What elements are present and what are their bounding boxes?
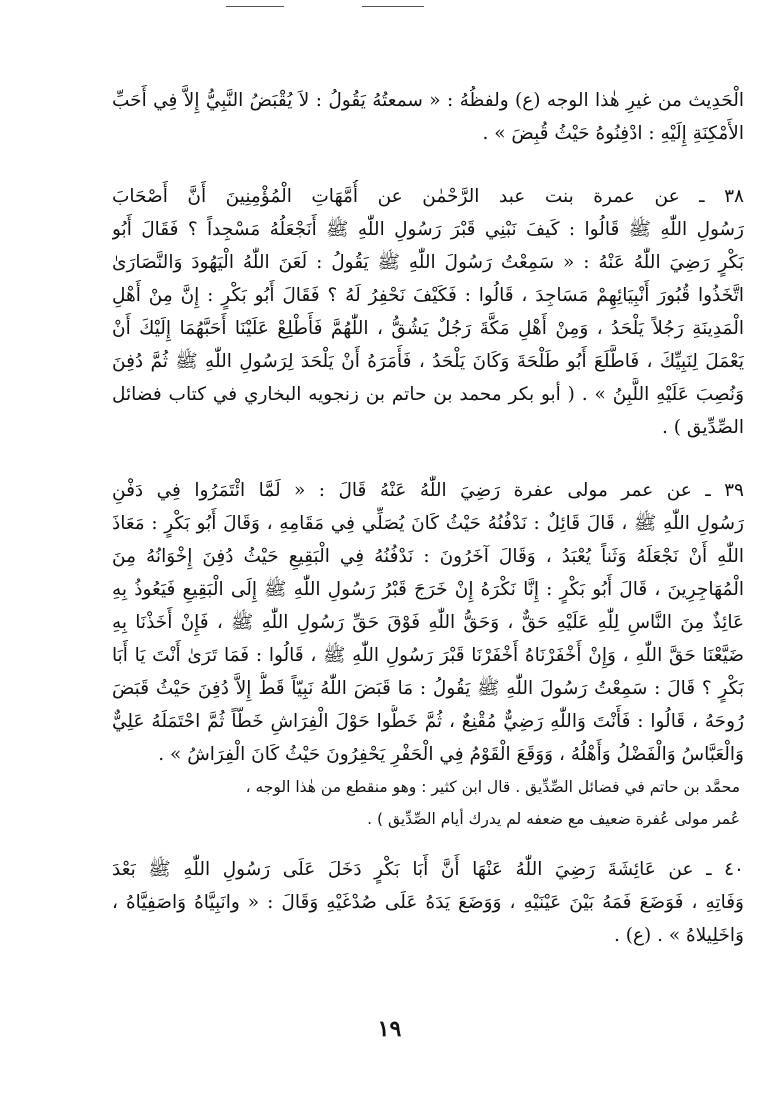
text-line: ٣٨ ـ عن عمرة بنت عبد الرَّحْمٰن عن أُمَّهَاتِ الْمُؤْمِنِينَ أَنَّ أَصْحَابَ: [112, 186, 744, 207]
top-rule-left: [226, 6, 284, 7]
text-line: رَسُولِ اللّٰهِ ﷺ قَالُوا : كَيفَ نَبْنِي قَبْرَ رَسُولِ اللّٰهِ ﷺ أَنَجْعَلُهُ مَسْجِداً ؟ فَقَالَ أَبُو: [112, 219, 744, 240]
paragraph-hadith-40: [112, 853, 744, 952]
source-note: [112, 803, 744, 835]
text-line: يَعْمَلَ لِنَبِيِّكَ ، فَاطَّلَعَ أَبُو طَلْحَةَ وَكَانَ يَلْحَدُ ، فَأَمَرَهُ أَنْ يَلْحَدَ لِرَسُولِ اللّٰهِ ﷺ ثُمَّ دُفِنَ: [112, 351, 744, 372]
text-line: اللّٰهِ أَنْ نَجْعَلَهُ وَثَناً يُعْبَدُ ، وَقَالَ آخَرُونَ : نَدْفُنُهُ فِي الْبَقِيعِ حَيْثُ دُفِنَ إِخْوَانُهُ مِنَ: [112, 546, 744, 567]
text-line: ضَيَّعْنَا حَقَّ اللّٰهِ ، وَإِنْ أَخْفَرْنَاهُ أَخْفَرْنَا قَبْرَ رَسُولِ اللّٰهِ ﷺ ، قَالُوا : فَمَا تَرَىٰ أَنْتَ يَا أَبَا: [112, 645, 744, 666]
text-line: وَالْعَبَّاسُ وَالْفَضْلُ وَأَهْلُهُ ، وَوَقَعَ الْقَوْمُ فِي الْحَفْرِ يَحْفِرُونَ حَيْثُ كَانَ الْفِرَاشُ » .: [158, 744, 744, 765]
text-line: بَكْرٍ ؟ قَالَ : سَمِعْتُ رَسُولَ اللّٰهِ ﷺ يَقُولُ : مَا قَبَضَ اللّٰهُ نَبِيّاً قَطُّ إِلاَّ دُفِنَ حَيْثُ قَبَضَ: [112, 678, 744, 699]
top-rule-right: [362, 6, 424, 7]
page-number: ١٩: [377, 1016, 402, 1042]
text-line: الْمُهَاجِرِينَ ، قَالَ أَبُو بَكْرٍ : إِنَّا نَكْرَهُ إِنْ خَرَجَ قَبْرُ رَسُولِ اللّٰهِ ﷺ إِلَى الْبَقِيعِ فَيَعُوذُ بِهِ: [112, 579, 744, 600]
note-text: محمَّد بن حاتم في فضائل الصِّدِّيق . قال ابن كثير : وهو منقطع من هٰذا الوجه ،: [245, 778, 740, 796]
text-line: ٤٠ ـ عن عَائِشَةَ رَضِيَ اللّٰهُ عَنْهَا أَنَّ أَبَا بَكْرٍ دَخَلَ عَلَى رَسُولِ اللّٰهِ ﷺ بَعْدَ: [112, 859, 744, 880]
paragraph-intro: [112, 84, 744, 150]
source-note: [112, 771, 744, 803]
text-line: الصِّدِّيق ) .: [662, 417, 744, 438]
text-line: وَفَاتِهِ ، فَوَضَعَ فَمَهُ بَيْنَ عَيْنَيْهِ ، وَوَضَعَ يَدَهُ عَلَى صُدْغَيْهِ وَقَالَ : « وانَبِيَّاهُ وَاصَفِيَّاهُ ،: [112, 892, 744, 913]
text-line: الأَمْكِنَةِ إِلَيْهِ : ادْفِنُوهُ حَيْثُ قُبِضَ » .: [482, 123, 744, 144]
text-line: عَائِذٌ مِنَ النَّاسِ لِلّٰهِ عَلَيْهِ حَقٌّ ، وَحَقُّ اللّٰهِ فَوْقَ حَقِّ رَسُولِ اللّٰهِ ﷺ ، فَإِنْ أَخَذْنَا بِهِ: [112, 612, 744, 633]
text-line: رُوحَهُ ، قَالُوا : فَأَنْتَ وَاللّٰهِ رَضِيٌّ مُقْنِعٌ ، ثُمَّ خَطُّوا حَوْلَ الْفِرَاشِ خَطّاً ثُمَّ احْتَمَلَهُ عَلِيٌّ: [112, 711, 744, 732]
text-line: اتَّخَذُوا قُبُورَ أَنْبِيَائِهِمْ مَسَاجِدَ ، قَالُوا : فَكَيْفَ نَحْفِرُ لَهُ ؟ فَقَالَ أَبُو بَكْرٍ : إِنَّ مِنْ أَهْلِ: [112, 285, 744, 306]
text-line: بَكْرٍ رَضِيَ اللّٰهُ عَنْهُ : « سَمِعْتُ رَسُولَ اللّٰهِ ﷺ يَقُولُ : لَعَنَ اللّٰهُ الْيَهُودَ وَالنَّصَارَىٰ: [112, 252, 744, 273]
text-line: الْحَدِيث من غيرِ هٰذا الوجه (ع) ولفظُهُ : « سمعتُهُ يَقُولُ : لاَ يُقْبَضُ النَّبِيُّ إِلاَّ فِي أَحَبِّ: [112, 90, 744, 111]
paragraph-hadith-39: [112, 474, 744, 835]
text-line: ٣٩ ـ عن عمر مولى عفرة رَضِيَ اللّٰهُ عَنْهُ قَالَ : « لَمَّا ائْتَمَرُوا فِي دَفْنِ: [112, 480, 744, 501]
page-body: [112, 84, 744, 952]
note-text: عُمر مولى عُفرة ضعيف مع ضعفه لم يدرك أيام الصِّدِّيق ) .: [367, 810, 740, 828]
text-line: وَاخَلِيلاهُ » . (ع) .: [613, 925, 744, 946]
text-line: رَسُولِ اللّٰهِ ﷺ ، قَالَ قَائِلٌ : نَدْفُنُهُ حَيْثُ كَانَ يُصَلِّي فِي مَقَامِهِ ، وَقَالَ أَبُو بَكْرٍ : مَعَاذَ: [112, 513, 744, 534]
text-line: الْمَدِينَةِ رَجُلاً يَلْحَدُ ، وَمِنْ أَهْلِ مَكَّةَ رَجُلٌ يَشُقُّ ، اللّٰهُمَّ فَأَطْلِعْ عَلَيْنَا أَحَبَّهُمَا إِلَيْكَ أَنْ: [112, 318, 744, 339]
text-line: وَنُصِبَ عَلَيْهِ اللَّبِنُ » . ( أبو بكر محمد بن حاتم بن زنجويه البخاري في كتاب فضائل: [112, 384, 744, 405]
paragraph-hadith-38: [112, 180, 744, 444]
